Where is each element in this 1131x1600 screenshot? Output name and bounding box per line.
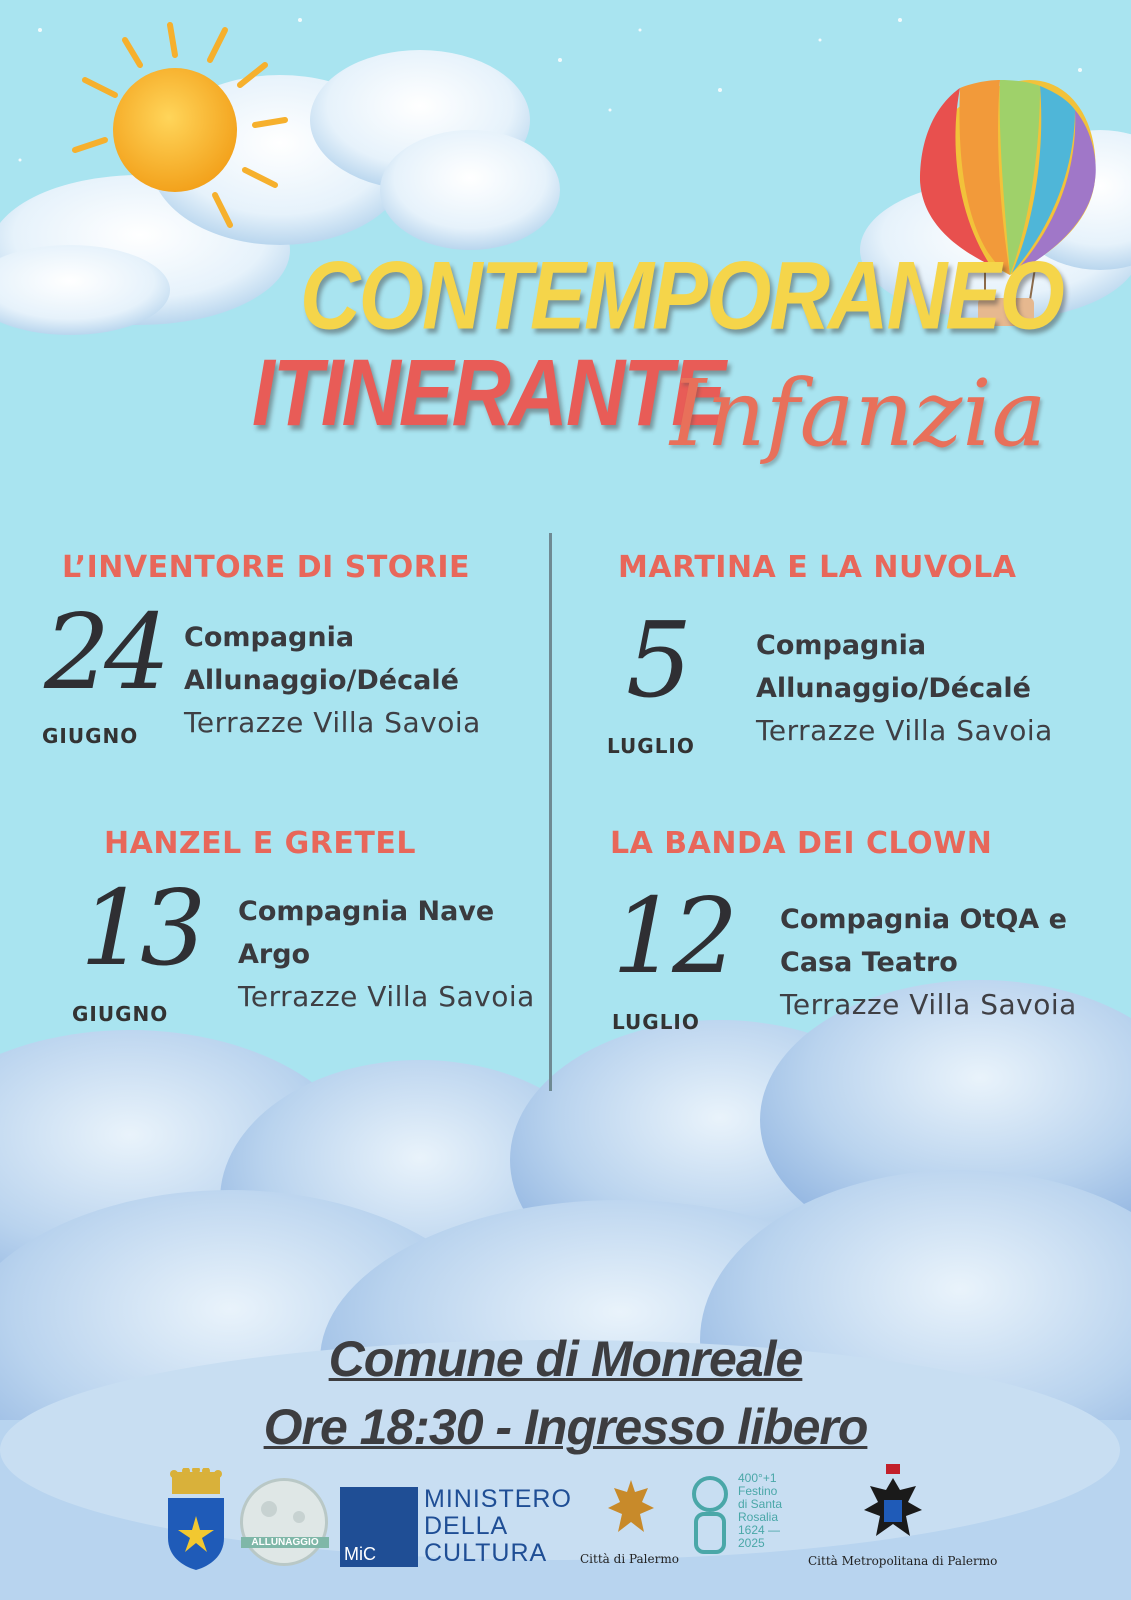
event-month: GIUGNO [72,1002,169,1026]
title-line-2: ITINERANTE [252,341,724,446]
event-company: Compagnia Nave Argo [238,896,495,970]
event-day: 12 [612,875,733,997]
poster-title [0,220,1131,490]
event-venue: Terrazze Villa Savoia [756,714,1053,747]
metro-palermo-crest-icon [858,1464,928,1548]
monreale-crest-icon [164,1468,228,1572]
festino-logo [686,1472,798,1562]
event-title: L’INVENTORE DI STORIE [62,550,471,585]
mic-label: MiC [344,1544,376,1564]
palermo-eagle-icon [604,1474,658,1544]
title-line-3: Infanzia [670,360,1047,467]
santa-rosalia-icon [686,1472,734,1556]
palermo-label: Città di Palermo [580,1552,679,1566]
event-day: 24 [44,591,165,713]
ministero-cultura-label: MINISTERO DELLA CULTURA [424,1485,572,1567]
event-venue: Terrazze Villa Savoia [238,980,535,1013]
event-company: Compagnia Allunaggio/Décalé [184,622,459,696]
event-month: GIUGNO [42,724,139,748]
event-day: 5 [626,599,687,721]
event-venue: Terrazze Villa Savoia [184,706,481,739]
event-day: 13 [80,867,201,989]
footer-location: Comune di Monreale [328,1331,803,1387]
mic-logo [340,1487,418,1567]
title-line-1: CONTEMPORANEO [300,241,1063,350]
event-title: HANZEL E GRETEL [104,826,416,861]
event-company: Compagnia OtQA e Casa Teatro [780,904,1067,978]
festino-label: 400°+1 Festino di Santa Rosalia 1624 — 2025 [738,1471,783,1550]
event-month: LUGLIO [607,734,695,758]
event-title: LA BANDA DEI CLOWN [610,826,993,861]
event-title: MARTINA E LA NUVOLA [618,550,1017,585]
event-company: Compagnia Allunaggio/Décalé [756,630,1031,704]
column-divider [549,533,552,1091]
event-month: LUGLIO [612,1010,700,1034]
metro-palermo-label: Città Metropolitana di Palermo [808,1554,998,1568]
allunaggio-logo [240,1478,328,1566]
allunaggio-label: ALLUNAGGIO [241,1537,329,1548]
footer-time-entry: Ore 18:30 - Ingresso libero [263,1399,868,1455]
event-venue: Terrazze Villa Savoia [780,988,1077,1021]
